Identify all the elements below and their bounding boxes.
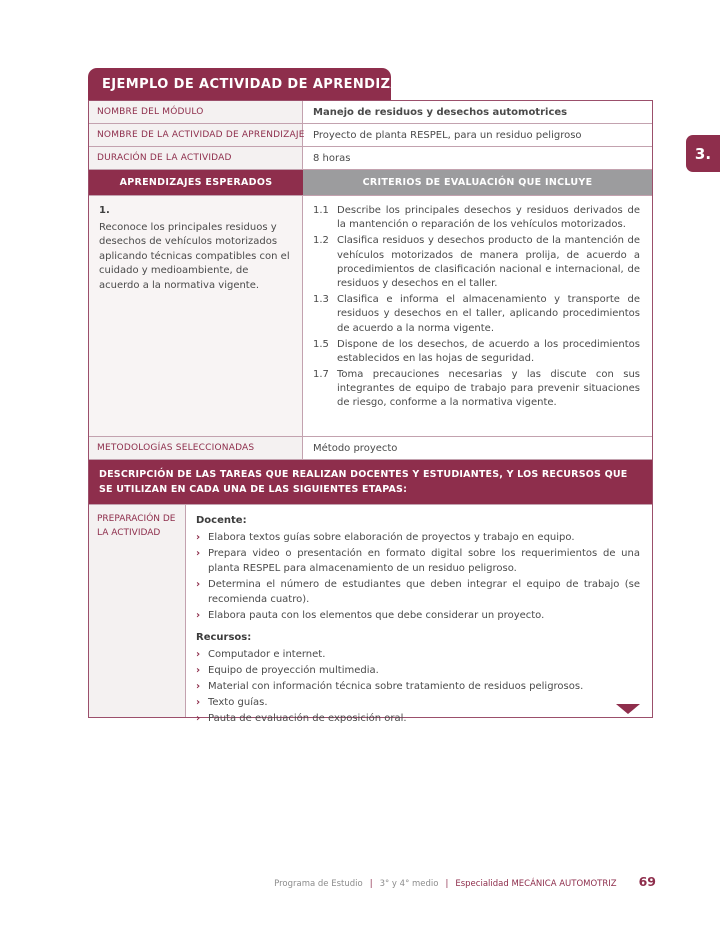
list-item	[196, 663, 640, 678]
duration-label: DURACIÓN DE LA ACTIVIDAD	[89, 147, 303, 169]
list-item	[196, 695, 640, 710]
bullet-icon: ›	[196, 610, 201, 622]
activity-name-row	[89, 124, 652, 147]
preparation-label: PREPARACIÓN DE LA ACTIVIDAD	[89, 505, 186, 717]
criteria-item	[313, 338, 640, 366]
list-item	[196, 546, 640, 576]
preparation-content	[186, 505, 652, 725]
chapter-tab	[686, 135, 720, 172]
bullet-icon: ›	[196, 649, 201, 661]
activity-name-label: NOMBRE DE LA ACTIVIDAD DE APRENDIZAJE	[89, 124, 303, 146]
methodology-label: METODOLOGÍAS SELECCIONADAS	[89, 437, 303, 459]
recursos-heading: Recursos:	[196, 632, 252, 644]
bullet-icon: ›	[196, 579, 201, 591]
bullet-icon: ›	[196, 681, 201, 693]
list-item	[196, 608, 640, 623]
preparation-row	[89, 505, 652, 725]
criteria-number: 1.3	[313, 294, 329, 306]
module-label: NOMBRE DEL MÓDULO	[89, 101, 303, 123]
expected-learning-cell	[89, 196, 303, 436]
list-item	[196, 647, 640, 662]
criteria-text: Describe los principales desechos y residuos derivados de la mantención o reparación de los vehículos motorizados.	[337, 205, 640, 231]
criteria-text: Clasifica e informa el almacenamiento y transporte de residuos y desechos en el taller, aplicando procedimientos de acuerdo a la norma vigente.	[337, 294, 640, 334]
methodology-row	[89, 437, 652, 460]
page-title: EJEMPLO DE ACTIVIDAD DE APRENDIZAJE	[88, 68, 391, 101]
module-value: Manejo de residuos y desechos automotrices	[313, 107, 568, 118]
column-headers	[89, 170, 652, 196]
list-item-text: Material con información técnica sobre tratamiento de residuos peligrosos.	[208, 681, 584, 693]
list-item-text: Computador e internet.	[208, 649, 326, 661]
duration-value: 8 horas	[313, 153, 351, 164]
list-item-text: Elabora pauta con los elementos que debe considerar un proyecto.	[208, 610, 545, 622]
footer-grade: 3° y 4° medio	[379, 879, 439, 889]
bullet-icon: ›	[196, 548, 201, 560]
page-footer	[274, 874, 656, 889]
activity-name-value: Proyecto de planta RESPEL, para un residuo peligroso	[313, 130, 582, 141]
criteria-item	[313, 204, 640, 232]
criteria-text: Toma precauciones necesarias y las discute con sus integrantes de equipo de trabajo para prevenir situaciones de riesgo, conforme a la normativa vigente.	[337, 369, 640, 409]
criteria-item	[313, 234, 640, 291]
criteria-number: 1.5	[313, 338, 329, 350]
list-item-text: Pauta de evaluación de exposición oral.	[208, 713, 407, 725]
activity-table	[88, 100, 653, 725]
duration-row	[89, 147, 652, 170]
criteria-number: 1.2	[313, 235, 329, 247]
footer-separator: |	[445, 879, 449, 889]
list-item-text: Equipo de proyección multimedia.	[208, 665, 379, 677]
criteria-text: Clasifica residuos y desechos producto de la mantención de vehículos motorizados de manera prolija, de acuerdo a procedimientos de clasificación nacional e internacional, de residuos y desechos en el taller.	[337, 235, 640, 289]
description-banner: DESCRIPCIÓN DE LAS TAREAS QUE REALIZAN DOCENTES Y ESTUDIANTES, Y LOS RECURSOS QUE SE UTILIZAN EN CADA UNA DE LAS SIGUIENTES ETAPAS:	[89, 460, 652, 505]
list-item	[196, 679, 640, 694]
chapter-number: 3.	[694, 144, 712, 163]
bullet-icon: ›	[196, 665, 201, 677]
page-number: 69	[638, 874, 656, 889]
list-item	[196, 577, 640, 607]
list-item-text: Texto guías.	[208, 697, 268, 709]
docente-list	[196, 530, 640, 623]
criteria-number: 1.7	[313, 369, 329, 381]
bullet-icon: ›	[196, 532, 201, 544]
learning-content-row	[89, 196, 652, 437]
footer-separator: |	[369, 879, 373, 889]
criteria-list	[303, 196, 652, 436]
methodology-value: Método proyecto	[313, 443, 398, 454]
list-item-text: Prepara video o presentación en formato digital sobre los requerimientos de una planta RESPEL para almacenamiento de un residuo peligroso.	[208, 548, 640, 575]
module-row	[89, 101, 652, 124]
bullet-icon: ›	[196, 697, 201, 709]
criteria-item	[313, 293, 640, 336]
criteria-text: Dispone de los desechos, de acuerdo a los procedimientos establecidos en las hojas de seguridad.	[337, 338, 640, 364]
criteria-header: CRITERIOS DE EVALUACIÓN QUE INCLUYE	[303, 170, 652, 195]
criteria-number: 1.1	[313, 205, 329, 216]
footer-program: Programa de Estudio	[274, 879, 363, 889]
list-item	[196, 530, 640, 545]
expected-learning-number: 1.	[99, 205, 110, 216]
continuation-arrow-icon	[616, 704, 640, 714]
expected-learning-header: APRENDIZAJES ESPERADOS	[89, 170, 303, 195]
bullet-icon: ›	[196, 713, 201, 725]
docente-heading: Docente:	[196, 515, 247, 527]
list-item-text: Elabora textos guías sobre elaboración de proyectos y trabajo en equipo.	[208, 532, 575, 544]
footer-specialty: Especialidad MECÁNICA AUTOMOTRIZ	[455, 879, 617, 889]
criteria-item	[313, 368, 640, 411]
expected-learning-text: Reconoce los principales residuos y desechos de vehículos motorizados aplicando técnicas compatibles con el cuidado y medioambiente, de acuerdo a la normativa vigente.	[99, 221, 290, 291]
list-item-text: Determina el número de estudiantes que deben integrar el equipo de trabajo (se recomienda cuatro).	[208, 579, 640, 606]
recursos-list	[196, 647, 640, 726]
list-item	[196, 711, 640, 726]
